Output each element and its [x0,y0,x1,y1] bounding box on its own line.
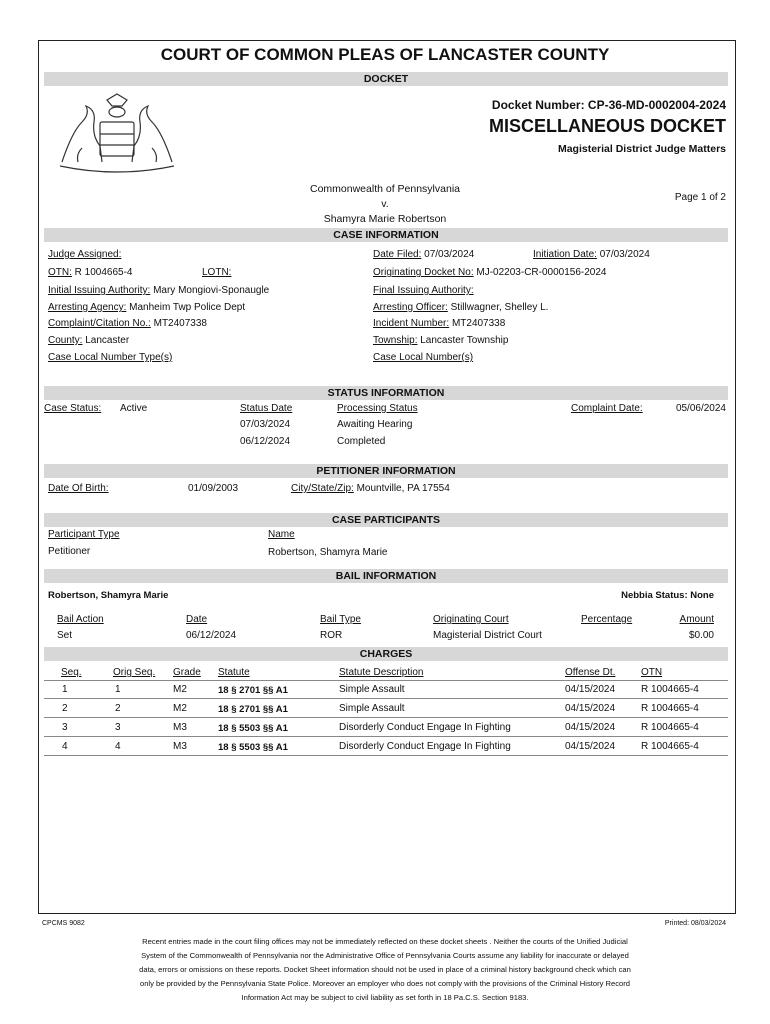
bail-action-header: Bail Action [57,614,104,625]
charge-otn: R 1004665-4 [641,741,699,752]
otn-label: OTN: [48,267,72,278]
bail-date-header: Date [186,614,208,625]
bail-date-value: 06/12/2024 [186,630,237,641]
processing-status-header: Processing Status [337,403,418,414]
charge-row-divider [44,755,728,756]
court-title: COURT OF COMMON PLEAS OF LANCASTER COUNTY [160,45,610,64]
originating-docket-value: MJ-02203-CR-0000156-2024 [476,267,607,278]
charge-description: Disorderly Conduct Engage In Fighting [339,722,511,733]
charge-statute: 18 § 2701 §§ A1 [218,704,288,715]
charge-grade: M3 [173,722,187,733]
charge-otn: R 1004665-4 [641,684,699,695]
charge-description: Simple Assault [339,684,405,695]
orig-seq-header: Orig Seq. [113,667,156,678]
case-participants-bar: CASE PARTICIPANTS [44,513,728,527]
charge-seq: 3 [62,722,68,733]
charge-offense-date: 04/15/2024 [565,684,616,695]
city-state-zip-label: City/State/Zip: [291,483,354,494]
charge-statute: 18 § 5503 §§ A1 [218,723,288,734]
complaint-date-value: 05/06/2024 [675,403,726,414]
printed-date: Printed: 08/03/2024 [664,920,726,927]
charge-description: Simple Assault [339,703,405,714]
bail-type-header: Bail Type [320,614,361,625]
charge-row-divider [44,698,728,699]
status-row-date: 07/03/2024 [240,419,291,430]
caption-plaintiff: Commonwealth of Pennsylvania [310,183,460,195]
incident-number-label: Incident Number: [373,318,450,329]
incident-number-value: MT2407338 [451,318,506,329]
initial-authority-label: Initial Issuing Authority: [48,285,151,296]
date-filed-value: 07/03/2024 [424,249,475,260]
disclaimer-line: only be provided by the Pennsylvania State Police. Moreover an employer who does not comply with the provisions of the Criminal History Record [139,979,631,988]
arresting-officer-row [373,302,548,313]
county-value: Lancaster [85,335,130,346]
township-value: Lancaster Township [420,335,509,346]
judge-assigned-label: Judge Assigned: [48,249,122,260]
otn-value: R 1004665-4 [74,267,133,278]
nebbia-status: Nebbia Status: None [621,590,714,601]
case-local-number-label: Case Local Number(s) [373,352,474,363]
petitioner-information-bar: PETITIONER INFORMATION [44,464,728,478]
participant-name-header: Name [268,529,295,540]
complaint-number-label: Complaint/Citation No.: [48,318,151,329]
charge-orig-seq: 3 [115,722,121,733]
otn-row [48,267,133,278]
arresting-agency-label: Arresting Agency: [48,302,127,313]
docket-type: MISCELLANEOUS DOCKET [488,116,726,136]
participant-type-value: Petitioner [48,546,91,557]
percentage-header: Percentage [581,614,633,625]
bail-action-value: Set [57,630,73,641]
charge-row-divider [44,680,728,681]
bail-amount-value: $0.00 [688,630,714,641]
charge-seq: 1 [62,684,68,695]
disclaimer-line: Recent entries made in the court filing offices may not be immediately reflected on these docket sheets . Neither the courts of the Unified Judicial [142,937,628,946]
case-status-value: Active [120,403,148,414]
township-label: Township: [373,335,418,346]
case-local-number-type-label: Case Local Number Type(s) [48,352,173,363]
disclaimer-line: System of the Commonwealth of Pennsylvania nor the Administrative Office of Pennsylvania Courts assume any liability for inaccurate or delayed [141,951,629,960]
lotn-label: LOTN: [202,267,232,278]
form-id: CPCMS 9082 [42,920,85,927]
charge-statute: 18 § 2701 §§ A1 [218,685,288,696]
initiation-date-label: Initiation Date: [533,249,597,260]
charge-offense-date: 04/15/2024 [565,741,616,752]
final-authority-label: Final Issuing Authority: [373,285,474,296]
charge-offense-date: 04/15/2024 [565,703,616,714]
initial-authority-row [48,285,269,296]
complaint-number-value: MT2407338 [153,318,207,329]
charge-description: Disorderly Conduct Engage In Fighting [339,741,511,752]
township-row [373,335,508,346]
dob-label: Date Of Birth: [48,483,109,494]
charge-orig-seq: 1 [115,684,121,695]
originating-court-header: Originating Court [433,614,509,625]
docket-bar: DOCKET [44,72,728,86]
statute-description-header: Statute Description [339,667,424,678]
charge-grade: M3 [173,741,187,752]
initiation-date-value: 07/03/2024 [599,249,650,260]
city-state-zip-value: Mountville, PA 17554 [356,483,450,494]
originating-docket-label: Originating Docket No: [373,267,474,278]
originating-court-value: Magisterial District Court [433,630,542,641]
grade-header: Grade [173,667,201,678]
docket-subtype: Magisterial District Judge Matters [557,143,726,155]
originating-docket-row [373,267,606,278]
caption-versus: v. [381,198,389,210]
disclaimer-line: Information Act may be subject to civil liability as set forth in 18 Pa.C.S. Section 9183. [241,993,529,1002]
disclaimer-line: data, errors or omissions on these reports. Docket Sheet information should not be used in place of a criminal history background check which can [139,965,631,974]
city-state-zip-row [291,483,450,494]
status-information-bar: STATUS INFORMATION [44,386,728,400]
arresting-agency-row [48,302,245,313]
charge-offense-date: 04/15/2024 [565,722,616,733]
arresting-agency-value: Manheim Twp Police Dept [129,302,246,313]
seq-header: Seq. [61,667,82,678]
page-indicator: Page 1 of 2 [674,192,726,203]
case-status-label: Case Status: [44,403,102,414]
charge-row-divider [44,717,728,718]
charge-orig-seq: 4 [115,741,121,752]
charges-bar: CHARGES [44,647,728,661]
pennsylvania-seal-icon [52,92,182,174]
county-label: County: [48,335,83,346]
charge-otn: R 1004665-4 [641,722,699,733]
charge-statute: 18 § 5503 §§ A1 [218,742,288,753]
initiation-date-row [533,249,650,260]
status-row-status: Completed [337,436,386,447]
complaint-number-row [48,318,207,329]
charge-otn: R 1004665-4 [641,703,699,714]
caption-defendant: Shamyra Marie Robertson [323,213,447,225]
participant-type-header: Participant Type [48,529,120,540]
date-filed-label: Date Filed: [373,249,422,260]
charge-orig-seq: 2 [115,703,121,714]
bail-information-bar: BAIL INFORMATION [44,569,728,583]
case-information-bar: CASE INFORMATION [44,228,728,242]
bail-type-value: ROR [320,630,343,641]
amount-header: Amount [679,614,714,625]
status-date-header: Status Date [240,403,293,414]
charge-grade: M2 [173,703,187,714]
initial-authority-value: Mary Mongiovi-Sponaugle [153,285,270,296]
dob-value: 01/09/2003 [188,483,239,494]
incident-number-row [373,318,505,329]
charge-otn-header: OTN [641,667,663,678]
date-filed-row [373,249,474,260]
arresting-officer-value: Stillwagner, Shelley L. [450,302,549,313]
bail-person-name: Robertson, Shamyra Marie [48,590,169,601]
arresting-officer-label: Arresting Officer: [373,302,448,313]
participant-name-value: Robertson, Shamyra Marie [268,547,388,558]
complaint-date-label: Complaint Date: [571,403,643,414]
county-row [48,335,129,346]
charge-row-divider [44,736,728,737]
charge-seq: 2 [62,703,68,714]
statute-header: Statute [218,667,250,678]
offense-date-header: Offense Dt. [565,667,616,678]
charge-grade: M2 [173,684,187,695]
charge-seq: 4 [62,741,68,752]
status-row-status: Awaiting Hearing [337,419,413,430]
docket-number: Docket Number: CP-36-MD-0002004-2024 [491,98,726,112]
status-row-date: 06/12/2024 [240,436,291,447]
